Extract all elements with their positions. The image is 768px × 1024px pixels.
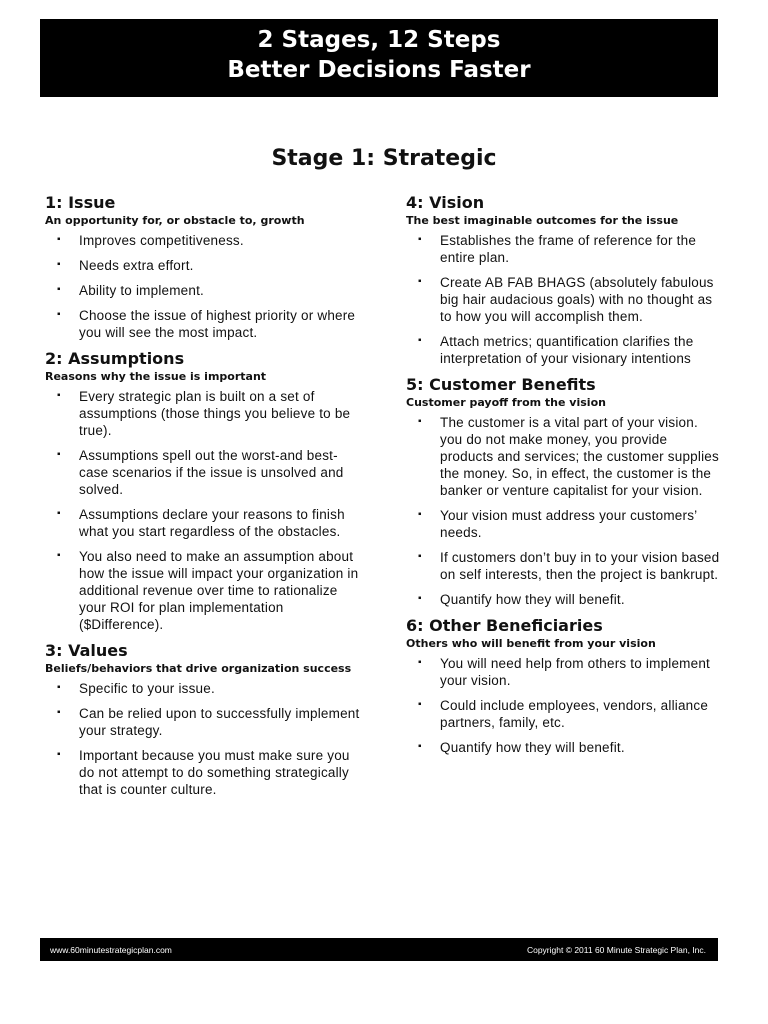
square-bullet-icon: ▪ (57, 707, 61, 718)
list-item-text: Can be relied upon to successfully implement your strategy. (79, 706, 360, 738)
list-item-text: Needs extra effort. (79, 258, 194, 273)
list-item-text: Assumptions declare your reasons to finish what you start regardless of the obstacles. (79, 507, 345, 539)
square-bullet-icon: ▪ (57, 284, 61, 295)
square-bullet-icon: ▪ (418, 335, 422, 346)
square-bullet-icon: ▪ (57, 259, 61, 270)
section-title: 2: Assumptions (45, 349, 185, 368)
square-bullet-icon: ▪ (418, 593, 422, 604)
list-item (406, 655, 724, 689)
section-title: 1: Issue (45, 193, 116, 212)
square-bullet-icon: ▪ (57, 309, 61, 320)
list-item-text: Quantify how they will benefit. (440, 592, 625, 607)
square-bullet-icon: ▪ (418, 234, 422, 245)
list-item-text: The customer is a vital part of your vision. you do not make money, you provide products and services; the customer supplies the money. So, in effect, the customer is the banker or venture capitalist for your vision. (440, 415, 719, 498)
section-title: 4: Vision (406, 193, 485, 212)
list-item-text: Important because you must make sure you do not attempt to do something strategically that is counter culture. (79, 748, 350, 797)
list-item-text: Improves competitiveness. (79, 233, 244, 248)
list-item (45, 747, 365, 798)
section (406, 193, 724, 367)
header-title-line1: 2 Stages, 12 Steps (257, 27, 501, 53)
section (406, 616, 724, 756)
section (45, 349, 365, 633)
square-bullet-icon: ▪ (418, 699, 422, 710)
square-bullet-icon: ▪ (418, 551, 422, 562)
section-subtitle: The best imaginable outcomes for the issue (406, 214, 679, 227)
right-column (406, 193, 724, 764)
page-footer (40, 938, 718, 961)
list-item-text: Ability to implement. (79, 283, 204, 298)
list-item (45, 257, 365, 274)
square-bullet-icon: ▪ (57, 234, 61, 245)
section-subtitle: Others who will benefit from your vision (406, 637, 656, 650)
list-item (406, 232, 724, 266)
bullet-list (45, 232, 365, 341)
section (45, 641, 365, 798)
section (45, 193, 365, 341)
list-item-text: Assumptions spell out the worst-and best-case scenarios if the issue is unsolved and solved. (79, 448, 344, 497)
square-bullet-icon: ▪ (418, 657, 422, 668)
footer-website[interactable]: www.60minutestrategicplan.com (50, 945, 172, 955)
square-bullet-icon: ▪ (418, 276, 422, 287)
section-subtitle: An opportunity for, or obstacle to, growth (45, 214, 305, 227)
list-item-text: Choose the issue of highest priority or where you will see the most impact. (79, 308, 356, 340)
list-item (406, 591, 724, 608)
list-item (45, 282, 365, 299)
list-item-text: Attach metrics; quantification clarifies the interpretation of your visionary intentions (440, 334, 694, 366)
list-item-text: Your vision must address your customers’ needs. (440, 508, 697, 540)
bullet-list (45, 388, 365, 633)
list-item-text: You will need help from others to implement your vision. (440, 656, 710, 688)
list-item (45, 705, 365, 739)
list-item (406, 507, 724, 541)
square-bullet-icon: ▪ (418, 741, 422, 752)
section-subtitle: Reasons why the issue is important (45, 370, 267, 383)
list-item (45, 548, 365, 633)
stage-title: Stage 1: Strategic (271, 146, 497, 171)
footer-copyright: Copyright © 2011 60 Minute Strategic Plan, Inc. (526, 945, 706, 955)
bullet-list (406, 414, 724, 608)
bullet-list (406, 232, 724, 367)
square-bullet-icon: ▪ (57, 550, 61, 561)
list-item (406, 333, 724, 367)
section-subtitle: Customer payoff from the vision (406, 396, 606, 409)
list-item-text: Specific to your issue. (79, 681, 215, 696)
list-item (45, 447, 365, 498)
page-header (40, 19, 718, 97)
square-bullet-icon: ▪ (57, 449, 61, 460)
list-item (45, 232, 365, 249)
list-item (45, 388, 365, 439)
list-item-text: You also need to make an assumption about how the issue will impact your organization in additional revenue over time to rationalize your ROI for plan implementation ($Difference). (79, 549, 359, 632)
list-item (45, 307, 365, 341)
section-title: 3: Values (45, 641, 128, 660)
list-item (406, 414, 724, 499)
bullet-list (45, 680, 365, 798)
list-item-text: Establishes the frame of reference for the entire plan. (440, 233, 697, 265)
bullet-list (406, 655, 724, 756)
square-bullet-icon: ▪ (57, 682, 61, 693)
section-title: 6: Other Beneficiaries (406, 616, 603, 635)
list-item-text: Could include employees, vendors, alliance partners, family, etc. (440, 698, 709, 730)
square-bullet-icon: ▪ (57, 390, 61, 401)
section (406, 375, 724, 608)
list-item (45, 680, 365, 697)
list-item-text: Every strategic plan is built on a set of assumptions (those things you believe to be true). (79, 389, 351, 438)
square-bullet-icon: ▪ (418, 416, 422, 427)
square-bullet-icon: ▪ (57, 749, 61, 760)
list-item-text: If customers don’t buy in to your vision based on self interests, then the project is bankrupt. (440, 550, 720, 582)
list-item (406, 274, 724, 325)
list-item (406, 549, 724, 583)
header-title-line2: Better Decisions Faster (227, 57, 531, 83)
square-bullet-icon: ▪ (418, 509, 422, 520)
list-item-text: Quantify how they will benefit. (440, 740, 625, 755)
list-item-text: Create AB FAB BHAGS (absolutely fabulous big hair audacious goals) with no thought as to how you will accomplish them. (440, 275, 714, 324)
left-column (45, 193, 365, 806)
list-item (406, 739, 724, 756)
square-bullet-icon: ▪ (57, 508, 61, 519)
list-item (45, 506, 365, 540)
list-item (406, 697, 724, 731)
section-title: 5: Customer Benefits (406, 375, 596, 394)
section-subtitle: Beliefs/behaviors that drive organization success (45, 662, 352, 675)
